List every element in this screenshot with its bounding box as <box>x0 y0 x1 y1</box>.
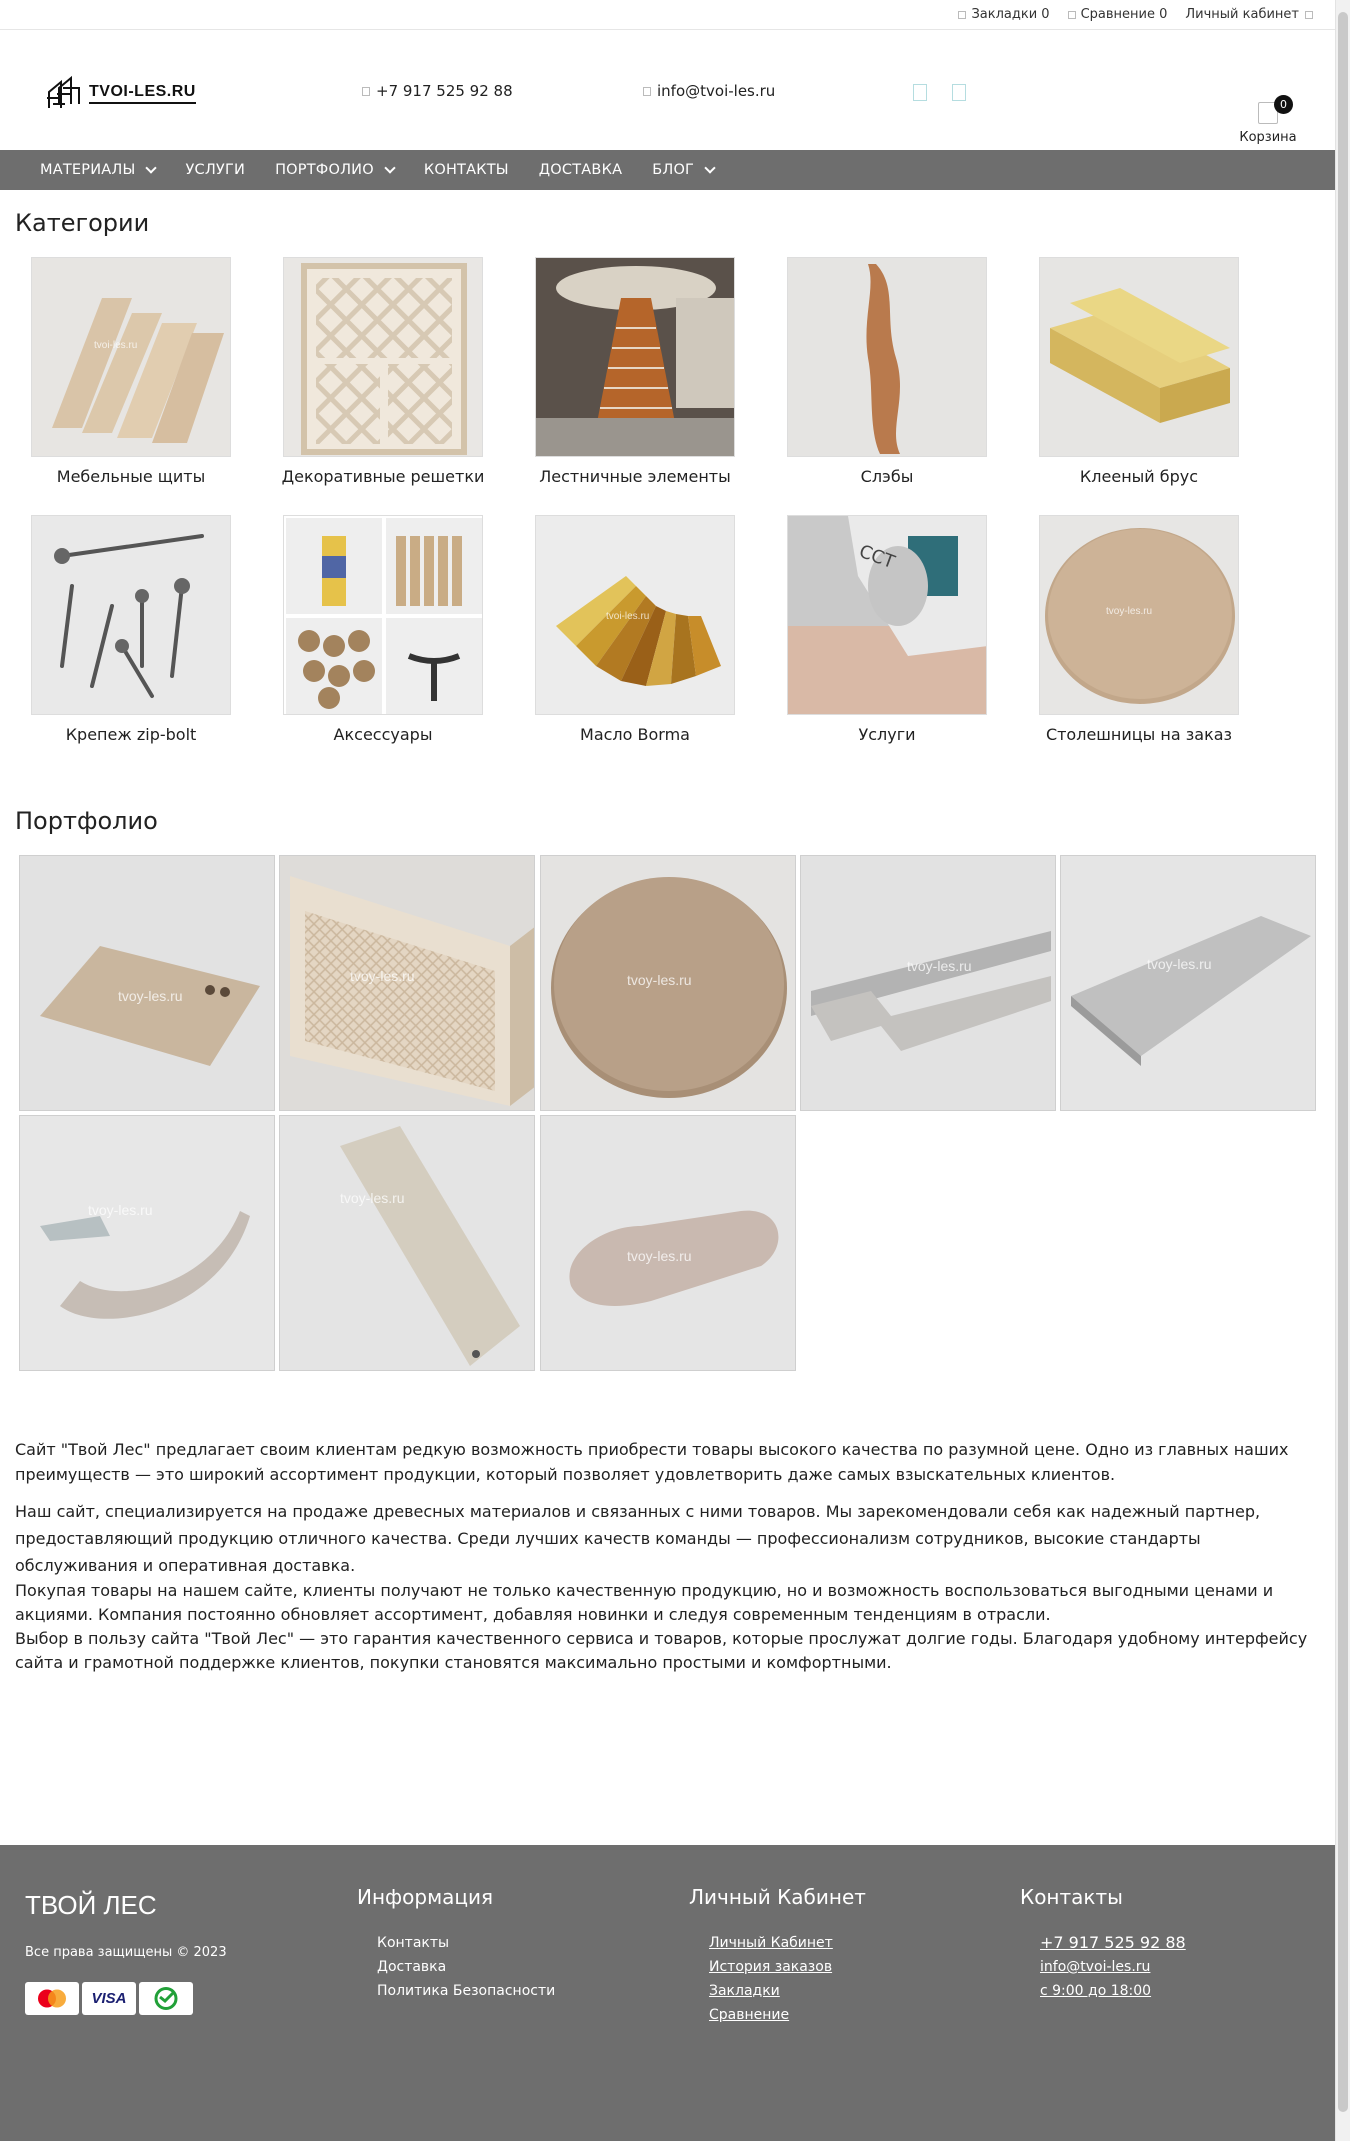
header-email[interactable]: info@tvoi-les.ru <box>643 82 775 100</box>
category-image <box>31 515 231 715</box>
category-name: Слэбы <box>860 467 914 486</box>
account-link[interactable]: Личный кабинет <box>1185 7 1313 22</box>
sber-icon <box>139 1982 193 2015</box>
footer-phone-link[interactable]: +7 917 525 92 88 <box>1040 1933 1186 1952</box>
category-card[interactable] <box>5 257 257 486</box>
footer-hours: с 9:00 до 18:00 <box>1040 1983 1152 1999</box>
portfolio-item[interactable]: tvoy-les.ru <box>19 1115 275 1371</box>
about-text <box>15 1437 1325 1675</box>
category-image <box>787 515 987 715</box>
footer-info-title: Информация <box>357 1885 494 1909</box>
portfolio-picture <box>541 1116 796 1371</box>
portfolio-picture <box>801 856 1056 1111</box>
nav-delivery[interactable]: ДОСТАВКА <box>538 162 623 178</box>
category-image <box>535 257 735 457</box>
nav-blog[interactable]: БЛОГ <box>652 162 714 178</box>
portfolio-picture <box>20 1116 275 1371</box>
category-name: Столешницы на заказ <box>1045 725 1233 744</box>
lattice-picture <box>284 258 483 457</box>
portfolio-item[interactable]: tvoy-les.ru <box>19 855 275 1111</box>
footer-link-account[interactable]: Личный Кабинет <box>709 1935 833 1951</box>
category-card[interactable] <box>1013 515 1265 744</box>
portfolio-item[interactable]: tvoy-les.ru <box>540 855 796 1111</box>
social-icon-1[interactable] <box>913 84 927 101</box>
nav-materials[interactable]: МАТЕРИАЛЫ <box>40 162 155 178</box>
portfolio-picture <box>280 1116 535 1371</box>
compare-icon <box>1068 11 1076 19</box>
category-name: Декоративные решетки <box>281 467 485 486</box>
portfolio-item[interactable]: tvoy-les.ru <box>279 1115 535 1371</box>
footer-contacts <box>1020 1885 1186 2003</box>
category-image: tvoi-les.ru <box>31 257 231 457</box>
category-card[interactable] <box>1013 257 1265 486</box>
social-icon-2[interactable] <box>952 84 966 101</box>
category-image <box>283 257 483 457</box>
chevron-down-icon <box>146 162 157 173</box>
footer-link-delivery[interactable]: Доставка <box>377 1959 447 1975</box>
category-name: Лестничные элементы <box>539 467 731 486</box>
footer-link-contacts[interactable]: Контакты <box>377 1935 450 1951</box>
portfolio-picture <box>1061 856 1316 1111</box>
category-card[interactable] <box>761 515 1013 744</box>
footer-link-bookmarks[interactable]: Закладки <box>709 1983 780 1999</box>
portfolio-item[interactable]: tvoy-les.ru <box>800 855 1056 1111</box>
logo[interactable] <box>45 74 196 112</box>
footer-brand: ТВОЙ ЛЕС <box>25 1890 157 1920</box>
compare-link[interactable]: Сравнение 0 <box>1068 7 1168 22</box>
category-name: Масло Borma <box>580 725 690 744</box>
caret-down-icon <box>1305 11 1313 19</box>
portfolio-item[interactable]: tvoy-les.ru <box>1060 855 1316 1111</box>
footer-link-compare[interactable]: Сравнение <box>709 2007 790 2023</box>
portfolio-picture <box>20 856 275 1111</box>
main-nav <box>0 150 1335 190</box>
footer-account <box>689 1885 866 2027</box>
zip-bolt-picture <box>32 516 231 715</box>
logo-icon <box>45 74 85 112</box>
mastercard-icon <box>25 1982 79 2015</box>
scrollbar[interactable] <box>1335 0 1350 2141</box>
logo-text: TVOI-LES.RU <box>89 83 196 104</box>
category-card[interactable] <box>257 515 509 744</box>
category-name: Клееный брус <box>1079 467 1199 486</box>
about-paragraph: Сайт "Твой Лес" предлагает своим клиентам редкую возможность приобрести товары высокого качества по разумной цене. Одно из главных наших преимуществ — это широкий ассортимент продукции, который позволяет удовлетворить даже самых взыскательных клиентов. <box>15 1440 1289 1484</box>
categories-title: Категории <box>15 209 150 237</box>
about-paragraph: Покупая товары на нашем сайте, клиенты получают не только качественную продукцию, но и возможность воспользоваться выгодными ценами и акциями. Компания постоянно обновляет ассортимент, добавляя новинки и следуя современным тенденциям в отрасли. <box>15 1581 1274 1624</box>
cart[interactable] <box>1228 92 1308 145</box>
bookmark-icon <box>958 11 966 19</box>
furniture-panels-picture <box>32 258 231 457</box>
header-phone[interactable]: +7 917 525 92 88 <box>362 82 513 100</box>
visa-icon: VISA <box>82 1982 136 2015</box>
accessories-picture <box>284 516 483 715</box>
category-name: Аксессуары <box>333 725 433 744</box>
cart-count-badge: 0 <box>1274 95 1293 114</box>
chevron-down-icon <box>384 162 395 173</box>
footer-link-privacy[interactable]: Политика Безопасности <box>377 1983 556 1999</box>
category-image: tvoy-les.ru <box>1039 515 1239 715</box>
footer-contacts-title: Контакты <box>1020 1885 1123 1909</box>
mail-icon <box>643 87 651 96</box>
category-name: Крепеж zip-bolt <box>65 725 197 744</box>
footer-email-link[interactable]: info@tvoi-les.ru <box>1040 1959 1151 1975</box>
bookmarks-link[interactable]: Закладки 0 <box>958 7 1049 22</box>
portfolio-title: Портфолио <box>15 807 158 835</box>
glued-beam-picture <box>1040 258 1239 457</box>
phone-icon <box>362 87 370 96</box>
category-card[interactable] <box>257 257 509 486</box>
portfolio-item[interactable]: tvoy-les.ru <box>279 855 535 1111</box>
category-image <box>283 515 483 715</box>
chevron-down-icon <box>704 162 715 173</box>
category-image <box>1039 257 1239 457</box>
slab-picture <box>788 258 987 457</box>
category-image: tvoi-les.ru <box>535 515 735 715</box>
footer-info <box>357 1885 555 2003</box>
nav-portfolio[interactable]: ПОРТФОЛИО <box>275 162 394 178</box>
nav-services[interactable]: УСЛУГИ <box>185 162 246 178</box>
category-name: Услуги <box>858 725 916 744</box>
portfolio-item[interactable]: tvoy-les.ru <box>540 1115 796 1371</box>
scrollbar-thumb[interactable] <box>1338 12 1348 2112</box>
nav-contacts[interactable]: КОНТАКТЫ <box>423 162 509 178</box>
category-card[interactable] <box>509 257 761 486</box>
category-card[interactable] <box>509 515 761 744</box>
category-card[interactable] <box>761 257 1013 486</box>
category-card[interactable] <box>5 515 257 744</box>
stairs-picture <box>536 258 735 457</box>
header <box>0 30 1335 150</box>
about-paragraph: Выбор в пользу сайта "Твой Лес" — это гарантия качественного сервиса и товаров, которые прослужат долгие годы. Благодаря удобному интерфейсу сайта и грамотной поддержке клиентов, покупки становятся максимально простыми и комфортными. <box>15 1629 1308 1672</box>
footer <box>0 1845 1335 2141</box>
svg-text:CCT: CCT <box>856 540 898 574</box>
category-image <box>787 257 987 457</box>
about-paragraph: Наш сайт, специализируется на продаже древесных материалов и связанных с ними товаров. Мы зарекомендовали себя как надежный партнер, предоставляющий продукцию отличного качества. Среди лучших качеств команды — профессионализм сотрудников, высокие стандарты обслуживания и оперативная доставка. <box>15 1502 1261 1575</box>
top-bar <box>0 0 1335 30</box>
footer-copyright: Все права защищены © 2023 <box>25 1945 227 1960</box>
category-name: Мебельные щиты <box>56 467 206 486</box>
cart-label: Корзина <box>1239 130 1297 145</box>
footer-account-title: Личный Кабинет <box>689 1885 866 1909</box>
footer-link-orders[interactable]: История заказов <box>709 1959 833 1975</box>
saw-picture <box>788 516 987 715</box>
